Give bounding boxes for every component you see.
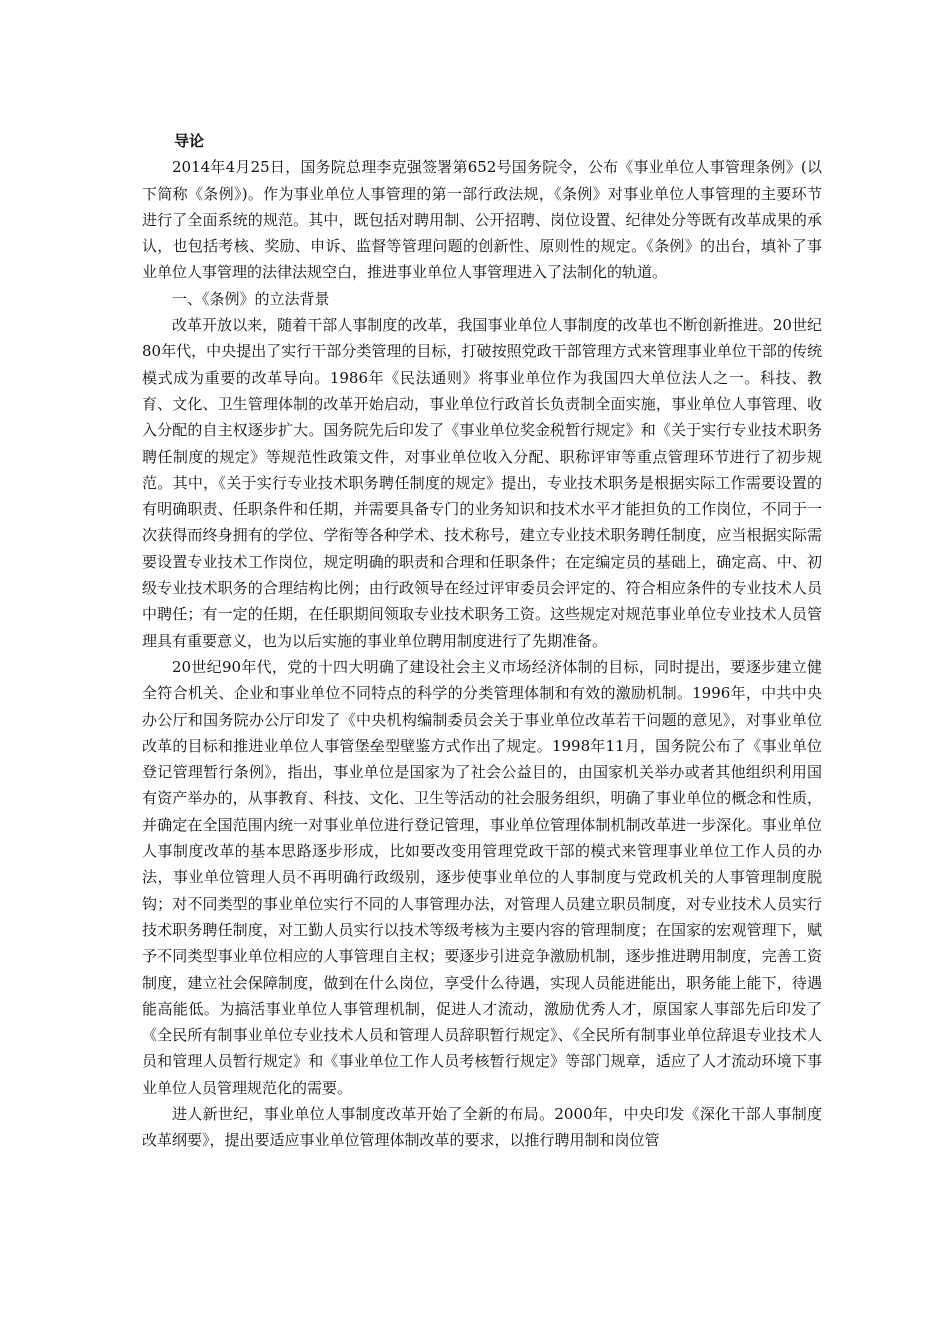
body-paragraph: 改革开放以来，随着干部人事制度的改革，我国事业单位人事制度的改革也不断创新推进。20世纪80年代，中央提出了实行干部分类管理的目标，打破按照党政干部管理方式来管理事业单位干部的传统模式成为重要的改革导向。1986年《民法通则》将事业单位作为我国四大单位法人之一。科技、教育、文化、卫生管理体制的改革开始启动，事业单位行政首长负责制全面实施，事业单位人事管理、收入分配的自主权逐步扩大。国务院先后印发了《事业单位奖金税暂行规定》和《关于实行专业技术职务聘任制度的规定》等规范性政策文件，对事业单位收入分配、职称评审等重点管理环节进行了初步规范。其中，《关于实行专业技术职务聘任制度的规定》提出，专业技术职务是根据实际工作需要设置的有明确职责、任职条件和任期，并需要具备专门的业务知识和技术水平才能担负的工作岗位，不同于一次获得而终身拥有的学位、学衔等各种学术、技术称号，建立专业技术职务聘任制度，应当根据实际需要设置专业技术工作岗位，规定明确的职责和合理和任职条件；在定编定员的基础上，确定高、中、初级专业技术职务的合理结构比例；由行政领导在经过评审委员会评定的、符合相应条件的专业技术人员中聘任；有一定的任期，在任职期间领取专业技术职务工资。这些规定对规范事业单位专业技术人员管理具有重要意义，也为以后实施的事业单位聘用制度进行了先期准备。 — [142, 316, 822, 650]
intro-paragraph: 2014年4月25日，国务院总理李克强签署第652号国务院令，公布《事业单位人事管理条例》(以下简称《条例》)。作为事业单位人事管理的第一部行政法规，《条例》对事业单位人事管理的主要环节进行了全面系统的规范。其中，既包括对聘用制、公开招聘、岗位设置、纪律处分等既有改革成果的承认，也包括考核、奖励、申诉、监督等管理问题的创新性、原则性的规定。《条例》的出台，填补了事业单位人事管理的法律法规空白，推进事业单位人事管理进入了法制化的轨道。 — [142, 158, 822, 282]
section-title: 一、《条例》的立法背景 — [172, 289, 330, 308]
body-paragraph: 进人新世纪，事业单位人事制度改革开始了全新的布局。2000年，中央印发《深化干部人事制度改革纲要》，提出要适应事业单位管理体制改革的要求，以推行聘用制和岗位管 — [142, 1104, 822, 1150]
body-paragraph: 20世纪90年代，党的十四大明确了建设社会主义市场经济体制的目标，同时提出，要逐步建立健全符合机关、企业和事业单位不同特点的科学的分类管理体制和有效的激励机制。1996年，中共中央办公厅和国务院办公厅印发了《中央机构编制委员会关于事业单位改革若干问题的意见》，对事业单位改革的目标和推进业单位人事管堡垒型壁鉴方式作出了规定。1998年11月，国务院公布了《事业单位登记管理暂行条例》，指出，事业单位是国家为了社会公益目的，由国家机关举办或者其他组织利用国有资产举办的，从事教育、科技、文化、卫生等活动的社会服务组织，明确了事业单位的概念和性质，并确定在全国范围内统一对事业单位进行登记管理，事业单位管理体制机制改革进一步深化。事业单位人事制度改革的基本思路逐步形成，比如要改变用管理党政干部的模式来管理事业单位工作人员的办法，事业单位管理人员不再明确行政级别，逐步使事业单位的人事制度与党政机关的人事管理制度脱钩；对不同类型的事业单位实行不同的人事管理办法，对管理人员建立职员制度，对专业技术人员实行技术职务聘任制度，对工勤人员实行以技术等级考核为主要内容的管理制度；在国家的宏观管理下，赋予不同类型事业单位相应的人事管理自主权；要逐步引进竞争激励机制，逐步推进聘用制度，完善工资制度，建立社会保障制度，做到在什么岗位，享受什么待遇，实现人员能进能出，职务能上能下，待遇能高能低。为搞活事业单位人事管理机制，促进人才流动，激励优秀人才，原国家人事部先后印发了《全民所有制事业单位专业技术人员和管理人员辞职暂行规定》、《全民所有制事业单位辞退专业技术人员和管理人员暂行规定》和《事业单位工作人员考核暂行规定》等部门规章，适应了人才流动环境下事业单位人员管理规范化的需要。 — [142, 657, 822, 1097]
document-page — [142, 128, 822, 1154]
document-heading: 导论 — [174, 132, 205, 150]
